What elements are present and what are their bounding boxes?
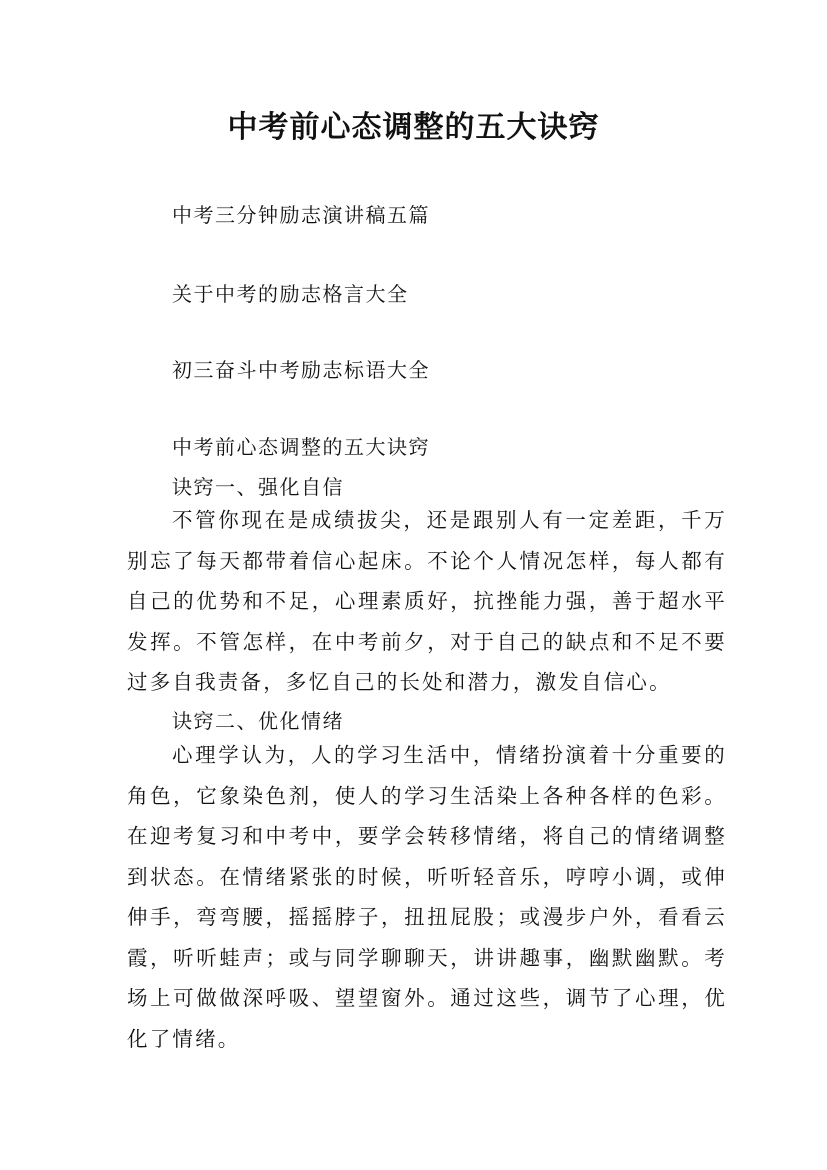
related-link-2[interactable]: 关于中考的励志格言大全 — [172, 282, 409, 306]
tip2-heading: 诀窍二、优化情绪 — [172, 709, 344, 733]
tip1-body: 不管你现在是成绩拔尖，还是跟别人有一定差距，千万别忘了每天都带着信心起床。不论个人情况怎样，每人都有自己的优势和不足，心理素质好，抗挫能力强，善于超水平发挥。不管怎样，在中考前夕，对于自己的缺点和不足不要过多自我责备，多忆自己的长处和潜力，激发自信心。 — [127, 508, 727, 694]
document-title: 中考前心态调整的五大诀窍 — [227, 110, 600, 145]
section-heading: 中考前心态调整的五大诀窍 — [172, 435, 430, 459]
related-link-1[interactable]: 中考三分钟励志演讲稿五篇 — [172, 203, 430, 227]
related-link-3[interactable]: 初三奋斗中考励志标语大全 — [172, 358, 430, 382]
tip2-body: 心理学认为，人的学习生活中，情绪扮演着十分重要的角色，它象染色剂，使人的学习生活染上各种各样的色彩。在迎考复习和中考中，要学会转移情绪，将自己的情绪调整到状态。在情绪紧张的时候，听听轻音乐，哼哼小调，或伸伸手，弯弯腰，摇摇脖子，扭扭屁股；或漫步户外，看看云霞，听听蛙声；或与同学聊聊天，讲讲趣事，幽默幽默。考场上可做做深呼吸、望望窗外。通过这些，调节了心理，优化了情绪。 — [127, 743, 727, 1051]
tip1-heading: 诀窍一、强化自信 — [172, 475, 344, 499]
